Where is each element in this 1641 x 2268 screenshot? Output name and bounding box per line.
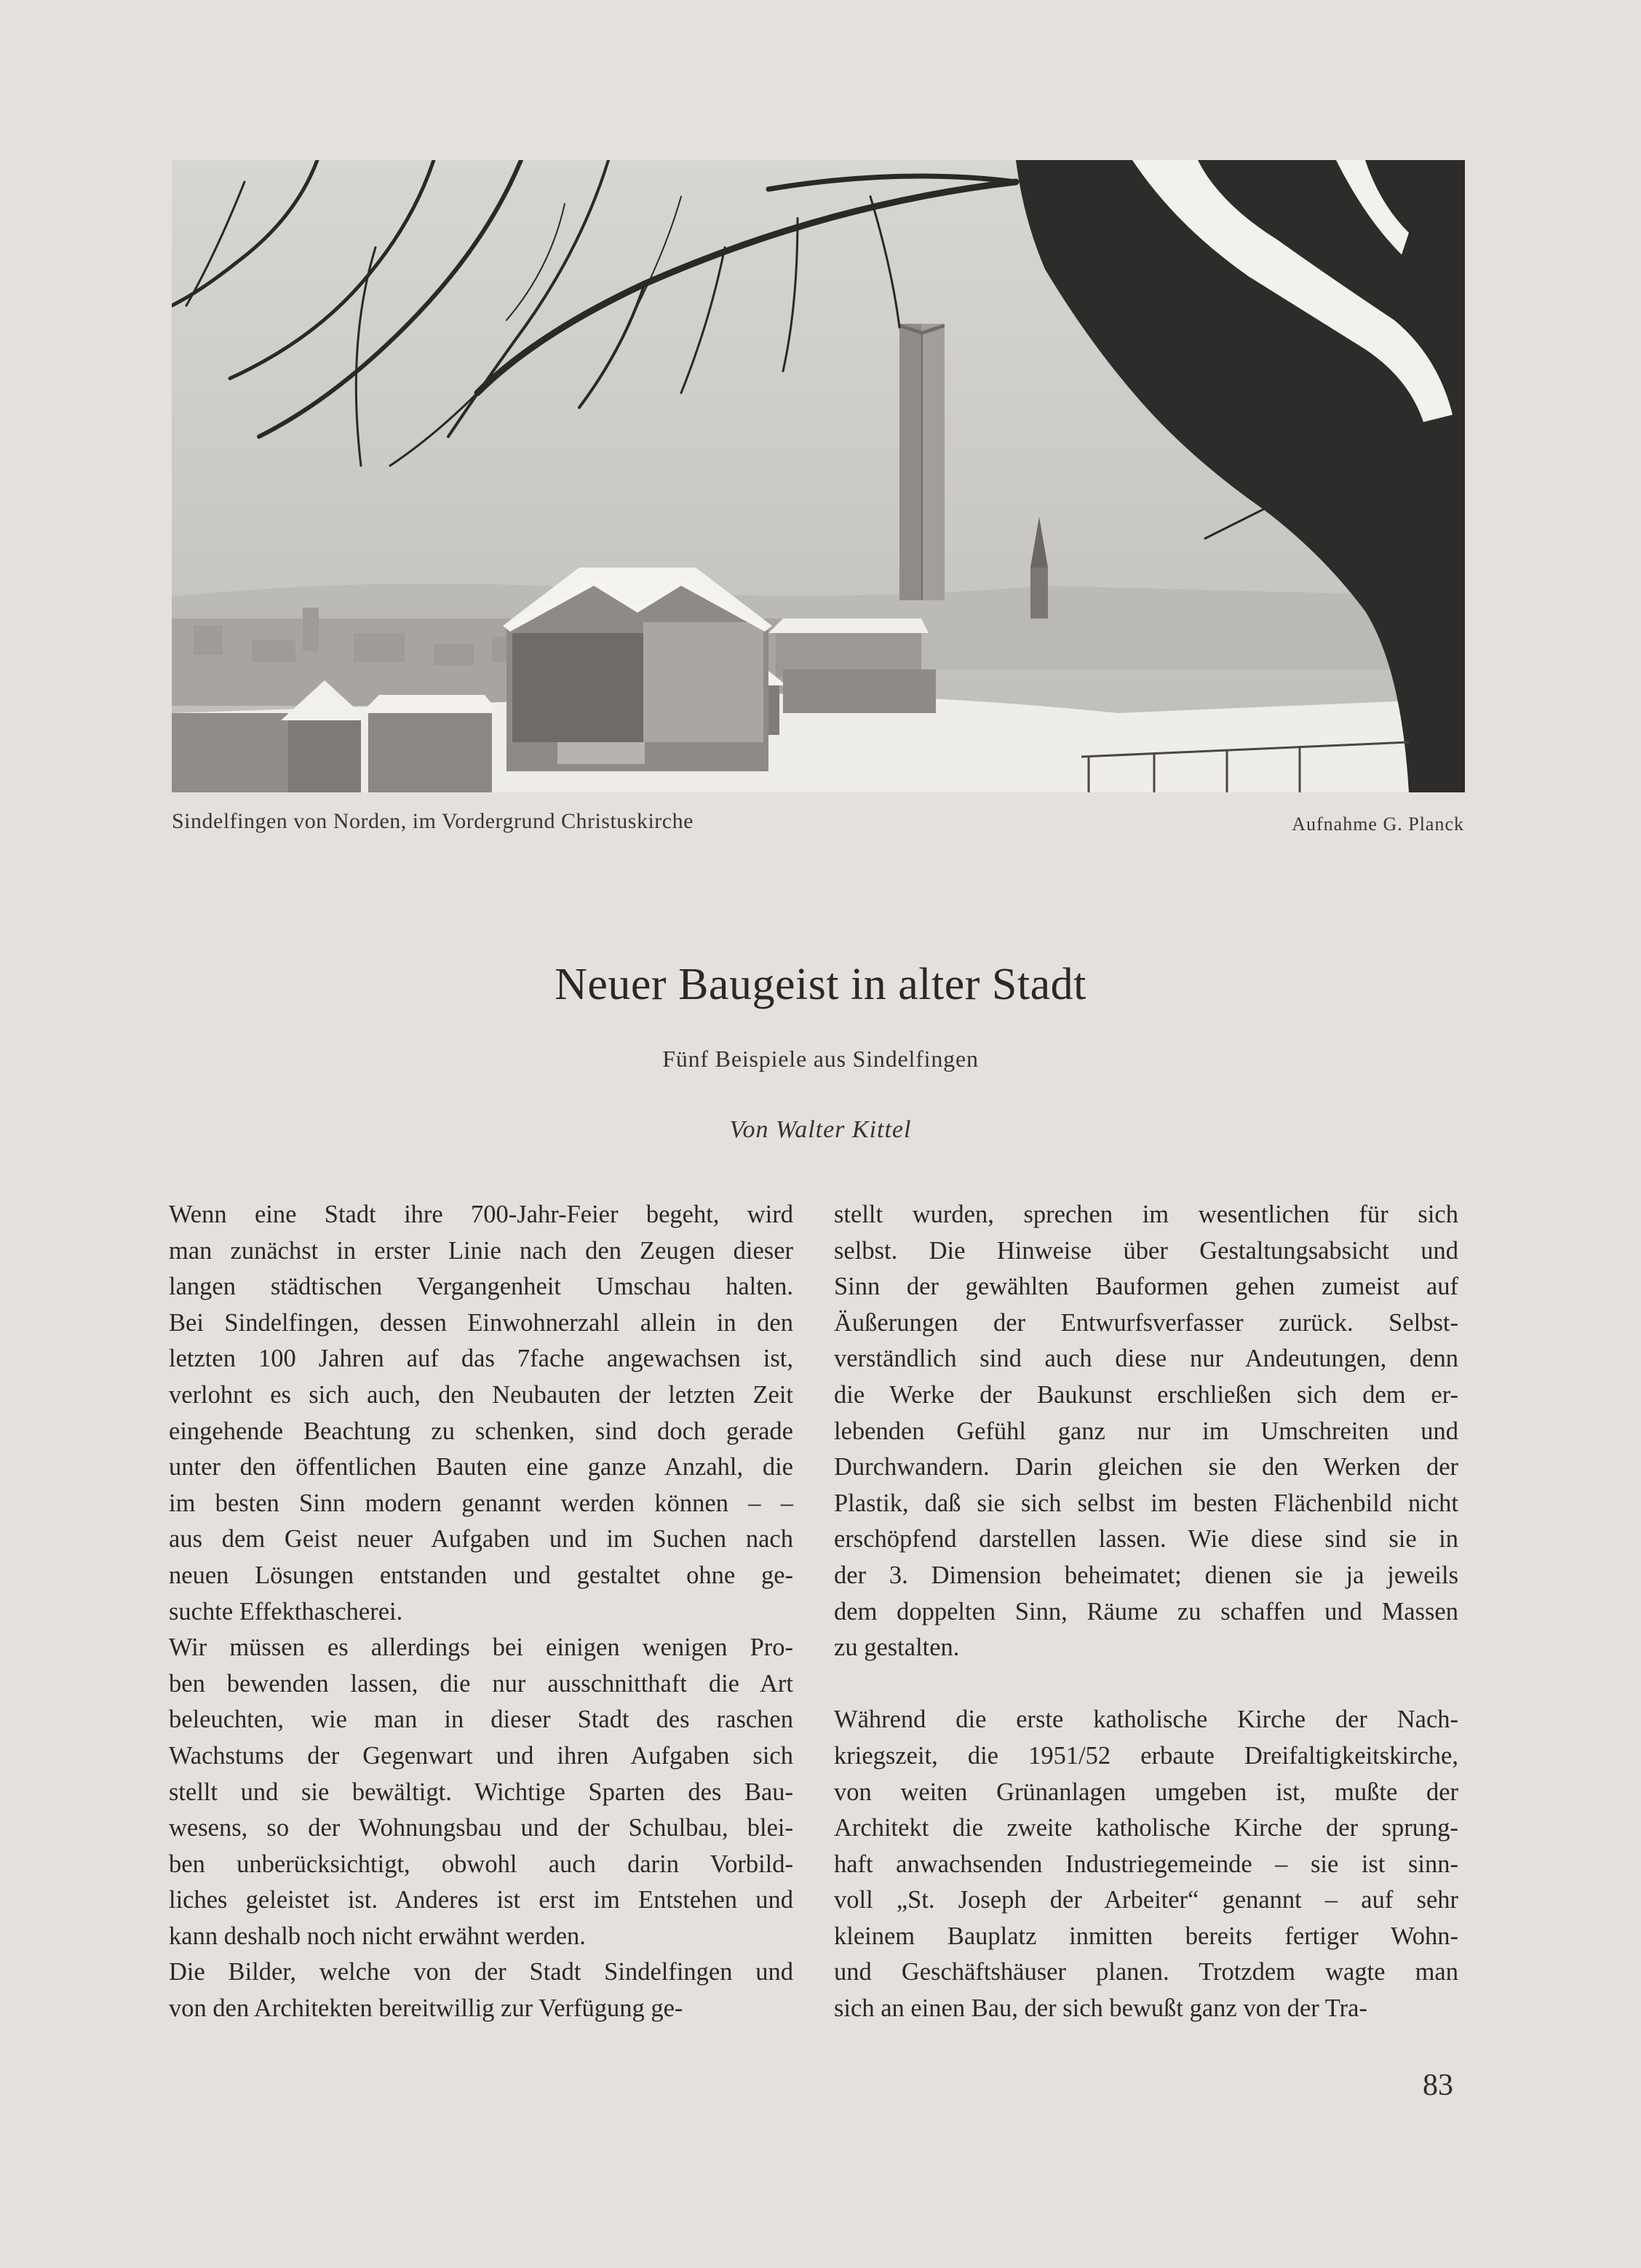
bell-tower xyxy=(899,324,945,600)
text-line: die Werke der Baukunst erschließen sich dem er- xyxy=(834,1380,1458,1409)
text-column-right xyxy=(834,1197,1458,2027)
article-title: Neuer Baugeist in alter Stadt xyxy=(555,960,1086,1009)
text-line: liches geleistet ist. Anderes ist erst im Entstehen und xyxy=(169,1886,793,1914)
text-line: ben bewenden lassen, die nur ausschnitthaft die Art xyxy=(169,1669,793,1698)
figure-caption: Sindelfingen von Norden, im Vordergrund Christuskirche xyxy=(172,809,694,833)
buildings-right xyxy=(768,618,936,713)
text-line: letzten 100 Jahren auf das 7fache angewachsen ist, xyxy=(169,1345,793,1373)
text-line: unter den öffentlichen Bauten eine ganze Anzahl, die xyxy=(169,1453,793,1481)
text-line: verständlich sind auch diese nur Andeutungen, denn xyxy=(834,1345,1458,1373)
text-line: lebenden Gefühl ganz nur im Umschreiten und xyxy=(834,1417,1458,1445)
text-line: Äußerungen der Entwurfsverfasser zurück. Selbst- xyxy=(834,1308,1458,1337)
text-line: haft anwachsenden Industriegemeinde – sie ist sinn- xyxy=(834,1850,1458,1878)
text-line: und Geschäftshäuser planen. Trotzdem wagte man xyxy=(834,1958,1458,1986)
photo-illustration xyxy=(172,160,1465,792)
text-line: Architekt die zweite katholische Kirche der sprung- xyxy=(834,1814,1458,1842)
text-line: zu gestalten. xyxy=(834,1634,960,1662)
paragraph-gap xyxy=(834,1666,1458,1703)
text-line: im besten Sinn modern genannt werden können – – xyxy=(169,1489,793,1517)
text-line: man zunächst in erster Linie nach den Zeugen dieser xyxy=(169,1236,793,1265)
text-line: neuen Lösungen entstanden und gestaltet ohne ge- xyxy=(169,1561,793,1589)
text-line: aus dem Geist neuer Aufgaben und im Suchen nach xyxy=(169,1525,793,1553)
text-line: wesens, so der Wohnungsbau und der Schulbau, blei- xyxy=(169,1814,793,1842)
text-line: Während die erste katholische Kirche der Nach- xyxy=(834,1706,1458,1734)
text-line: der 3. Dimension beheimatet; dienen sie ja jeweils xyxy=(834,1561,1458,1589)
text-line: erschöpfend darstellen lassen. Wie diese sind sie in xyxy=(834,1525,1458,1553)
text-line: stellt und sie bewältigt. Wichtige Sparten des Bau- xyxy=(169,1778,793,1806)
text-line: beleuchten, wie man in dieser Stadt des raschen xyxy=(169,1706,793,1734)
text-line: Wir müssen es allerdings bei einigen wenigen Pro- xyxy=(169,1634,793,1662)
text-line: selbst. Die Hinweise über Gestaltungsabsicht und xyxy=(834,1236,1458,1265)
text-line: von weiten Grünanlagen umgeben ist, mußte der xyxy=(834,1778,1458,1806)
text-line: verlohnt es sich auch, den Neubauten der letzten Zeit xyxy=(169,1380,793,1409)
text-line: Wachstums der Gegenwart und ihren Aufgaben sich xyxy=(169,1741,793,1770)
text-line: kann deshalb noch nicht erwähnt werden. xyxy=(169,1922,586,1950)
article-byline: Von Walter Kittel xyxy=(729,1116,912,1143)
page-number: 83 xyxy=(1423,2069,1453,2102)
text-line: suchte Effekthascherei. xyxy=(169,1597,403,1626)
photo-credit: Aufnahme G. Planck xyxy=(1292,813,1464,835)
text-line: Durchwandern. Darin gleichen sie den Werken der xyxy=(834,1453,1458,1481)
text-line: voll „St. Joseph der Arbeiter“ genannt – auf sehr xyxy=(834,1886,1458,1914)
text-line: Sinn der gewählten Bauformen gehen zumeist auf xyxy=(834,1273,1458,1301)
text-line: dem doppelten Sinn, Räume zu schaffen und Massen xyxy=(834,1597,1458,1626)
text-line: Bei Sindelfingen, dessen Einwohnerzahl allein in den xyxy=(169,1308,793,1337)
photo-sindelfingen-christuskirche xyxy=(172,160,1465,792)
text-line: Plastik, daß sie sich selbst im besten Flächenbild nicht xyxy=(834,1489,1458,1517)
christuskirche xyxy=(503,568,772,771)
text-line: Wenn eine Stadt ihre 700-Jahr-Feier begeht, wird xyxy=(169,1201,793,1228)
text-column-left xyxy=(169,1197,793,2027)
text-line: kriegszeit, die 1951/52 erbaute Dreifaltigkeitskirche, xyxy=(834,1741,1458,1770)
article-subtitle: Fünf Beispiele aus Sindelfingen xyxy=(662,1046,979,1072)
text-line: stellt wurden, sprechen im wesentlichen für sich xyxy=(834,1201,1458,1228)
text-line: Die Bilder, welche von der Stadt Sindelfingen und xyxy=(169,1958,793,1986)
text-line: kleinem Bauplatz inmitten bereits fertiger Wohn- xyxy=(834,1922,1458,1950)
text-line: von den Architekten bereitwillig zur Verfügung ge- xyxy=(169,1994,683,2023)
text-line: langen städtischen Vergangenheit Umschau halten. xyxy=(169,1273,793,1301)
text-line: eingehende Beachtung zu schenken, sind doch gerade xyxy=(169,1417,793,1445)
text-line: sich an einen Bau, der sich bewußt ganz von der Tra- xyxy=(834,1994,1367,2023)
text-line: ben unberücksichtigt, obwohl auch darin Vorbild- xyxy=(169,1850,793,1878)
